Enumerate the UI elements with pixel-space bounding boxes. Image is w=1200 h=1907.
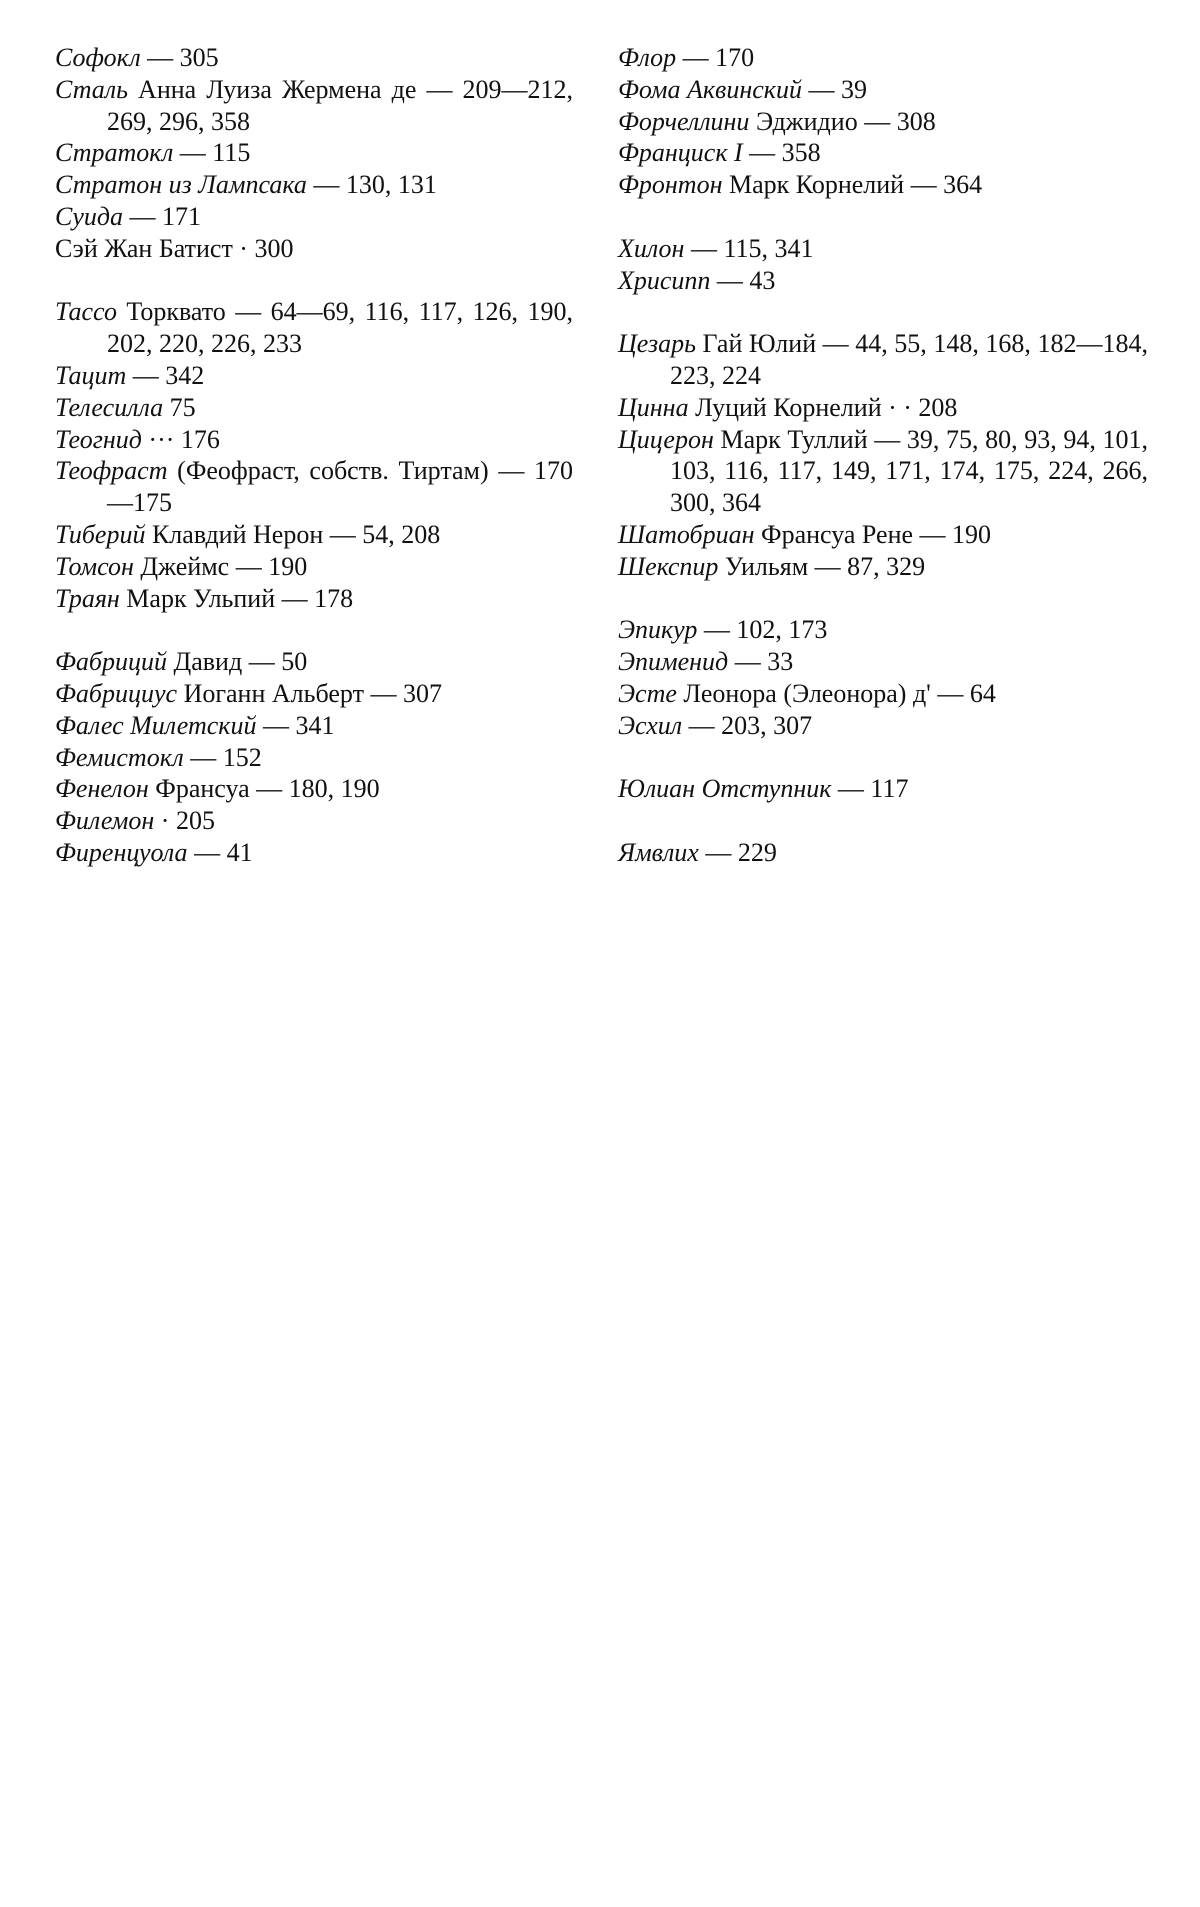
index-entry-pages: Леонора (Элеонора) д' — 64: [676, 678, 996, 708]
index-entry-pages: Марк Туллий — 39, 75, 80, 93, 94, 101, 103, 116, 117, 149, 171, 174, 175, 224, 266, 300, 364: [670, 424, 1148, 518]
index-entry-name: Эпикур: [618, 615, 698, 645]
index-entry-pages: Джеймс — 190: [133, 551, 308, 581]
index-entry: [618, 519, 1148, 551]
index-entry-pages: — 229: [698, 837, 777, 867]
letter-group-gap: [618, 583, 1148, 615]
index-entry-pages: — 171: [123, 201, 202, 231]
index-entry: [55, 201, 573, 233]
index-entry-name: Стратон из Лампсака: [55, 170, 307, 200]
letter-group-gap: [618, 742, 1148, 774]
index-entry-pages: Луций Корнелий · · 208: [688, 392, 958, 422]
index-entry: [55, 710, 573, 742]
index-entry: [618, 137, 1148, 169]
index-entry: [618, 233, 1148, 265]
index-entry-name: Тацит: [55, 360, 127, 390]
index-entry: [618, 169, 1148, 201]
index-entry: [618, 710, 1148, 742]
index-entry-name: Теофраст: [55, 456, 168, 486]
index-entry-pages: Сэй Жан Батист · 300: [55, 233, 294, 263]
letter-group-gap: [55, 614, 573, 646]
letter-group-gap: [55, 265, 573, 297]
index-entry: [618, 678, 1148, 710]
index-entry: [55, 74, 573, 138]
index-entry-pages: Давид — 50: [167, 647, 308, 677]
index-entry-name: Траян: [55, 583, 120, 613]
index-entry-pages: — 102, 173: [697, 615, 828, 645]
index-entry: [55, 837, 573, 869]
index-entry-pages: Франсуа Рене — 190: [754, 519, 992, 549]
index-entry-name: Эпименид: [618, 647, 729, 677]
index-entry-pages: — 41: [187, 837, 253, 867]
index-entry-name: Фома Аквинский: [618, 74, 802, 104]
index-entry: [55, 424, 573, 456]
index-entry-pages: — 39: [801, 74, 867, 104]
index-entry-name: Фенелон: [55, 774, 149, 804]
index-entry-pages: ··· 176: [141, 424, 220, 454]
index-entry: [55, 583, 573, 615]
index-entry: [55, 42, 573, 74]
index-entry-pages: — 203, 307: [682, 710, 813, 740]
index-entry-name: Тиберий: [55, 519, 146, 549]
index-entry: [55, 646, 573, 678]
index-entry-pages: — 152: [183, 742, 262, 772]
index-entry: [55, 296, 573, 360]
index-entry-name: Эсхил: [618, 710, 683, 740]
index-entry-name: Ямвлих: [618, 837, 699, 867]
index-entry: [618, 265, 1148, 297]
index-entry: [55, 742, 573, 774]
index-entry-name: Эсте: [618, 678, 677, 708]
index-entry-name: Флор: [618, 43, 677, 72]
index-entry-pages: 75: [163, 392, 196, 422]
index-entry-pages: — 117: [831, 774, 909, 804]
index-entry-pages: Уильям — 87, 329: [718, 551, 926, 581]
index-entry: [55, 678, 573, 710]
index-entry-name: Шекспир: [618, 551, 719, 581]
index-entry-name: Цезарь: [618, 329, 696, 359]
index-entry-name: Юлиан Отступник: [618, 774, 832, 804]
index-entry-pages: Марк Ульпий — 178: [119, 583, 354, 613]
index-entry-name: Шатобриан: [618, 519, 755, 549]
index-entry: [55, 455, 573, 519]
index-entry-name: Сталь: [55, 74, 128, 104]
index-entry-name: Хрисипп: [618, 265, 711, 295]
index-entry-pages: Гай Юлий — 44, 55, 148, 168, 182—184, 223, 224: [670, 329, 1148, 390]
index-entry: [618, 551, 1148, 583]
index-entry-pages: Марк Корнелий — 364: [722, 170, 983, 200]
index-entry-pages: — 43: [710, 265, 776, 295]
index-entry-pages: — 342: [126, 360, 205, 390]
index-entry-name: Цинна: [618, 392, 689, 422]
index-entry: [55, 233, 573, 265]
index-entry-name: Фалес Милетский: [55, 710, 257, 740]
index-entry-name: Фабриций: [55, 647, 167, 677]
index-entry: [55, 392, 573, 424]
index-entry: [618, 837, 1148, 869]
index-entry-name: Форчеллини: [618, 106, 750, 136]
index-entry-name: Фронтон: [618, 170, 723, 200]
index-entry-name: Цицерон: [618, 424, 714, 454]
index-entry: [55, 169, 573, 201]
index-entry: [55, 773, 573, 805]
index-entry-pages: Клавдий Нерон — 54, 208: [145, 519, 441, 549]
index-entry-name: Хилон: [618, 233, 685, 263]
index-entry-pages: Иоганн Альберт — 307: [177, 678, 442, 708]
index-entry: [618, 106, 1148, 138]
index-entry-name: Софокл: [55, 43, 141, 72]
index-entry-name: Суида: [55, 201, 124, 231]
index-entry-name: Филемон: [55, 806, 155, 836]
index-entry: [618, 74, 1148, 106]
index-entry: [618, 42, 1148, 74]
index-entry-name: Телесилла: [55, 392, 164, 422]
index-entry-pages: — 305: [140, 43, 219, 72]
index-entry-pages: · 205: [154, 806, 215, 836]
index-entry-name: Фабрициус: [55, 678, 178, 708]
index-entry-name: Тассо: [55, 297, 117, 327]
index-entry: [618, 424, 1148, 519]
index-entry: [618, 328, 1148, 392]
index-entry-name: Франциск I: [618, 138, 743, 168]
index-entry-name: Стратокл: [55, 138, 174, 168]
index-entry-pages: Анна Луиза Жермена де — 209—212, 269, 296, 358: [107, 74, 573, 136]
index-entry: [55, 519, 573, 551]
index-entry-pages: Франсуа — 180, 190: [148, 774, 380, 804]
index-entry: [55, 360, 573, 392]
index-entry-name: Томсон: [55, 551, 134, 581]
index-entry-name: Фемистокл: [55, 742, 184, 772]
index-entry: [618, 614, 1148, 646]
index-entry: [55, 805, 573, 837]
index-entry-pages: — 130, 131: [306, 170, 437, 200]
index-entry-name: Теогнид: [55, 424, 142, 454]
index-entry-pages: — 33: [728, 647, 794, 677]
index-entry: [618, 392, 1148, 424]
index-entry: [618, 646, 1148, 678]
index-entry-pages: Эджидио — 308: [749, 106, 936, 136]
index-entry: [618, 773, 1148, 805]
index-entry-name: Фиренцуола: [55, 837, 188, 867]
index-entry-pages: — 170: [676, 43, 755, 72]
letter-group-gap: [618, 805, 1148, 837]
index-entry-pages: Торквато — 64—69, 116, 117, 126, 190, 202, 220, 226, 233: [107, 297, 573, 359]
index-column-right: [618, 42, 1148, 869]
index-entry-pages: — 115: [173, 138, 251, 168]
index-entry-pages: — 358: [742, 138, 821, 168]
index-entry-pages: — 341: [256, 710, 335, 740]
index-entry: [55, 137, 573, 169]
index-column-left: [55, 42, 573, 869]
index-entry-pages: — 115, 341: [684, 233, 814, 263]
index-entry: [55, 551, 573, 583]
letter-group-gap: [618, 201, 1148, 233]
letter-group-gap: [618, 296, 1148, 328]
index-entry-pages: (Феофраст, собств. Тиртам) — 170—175: [107, 456, 573, 518]
